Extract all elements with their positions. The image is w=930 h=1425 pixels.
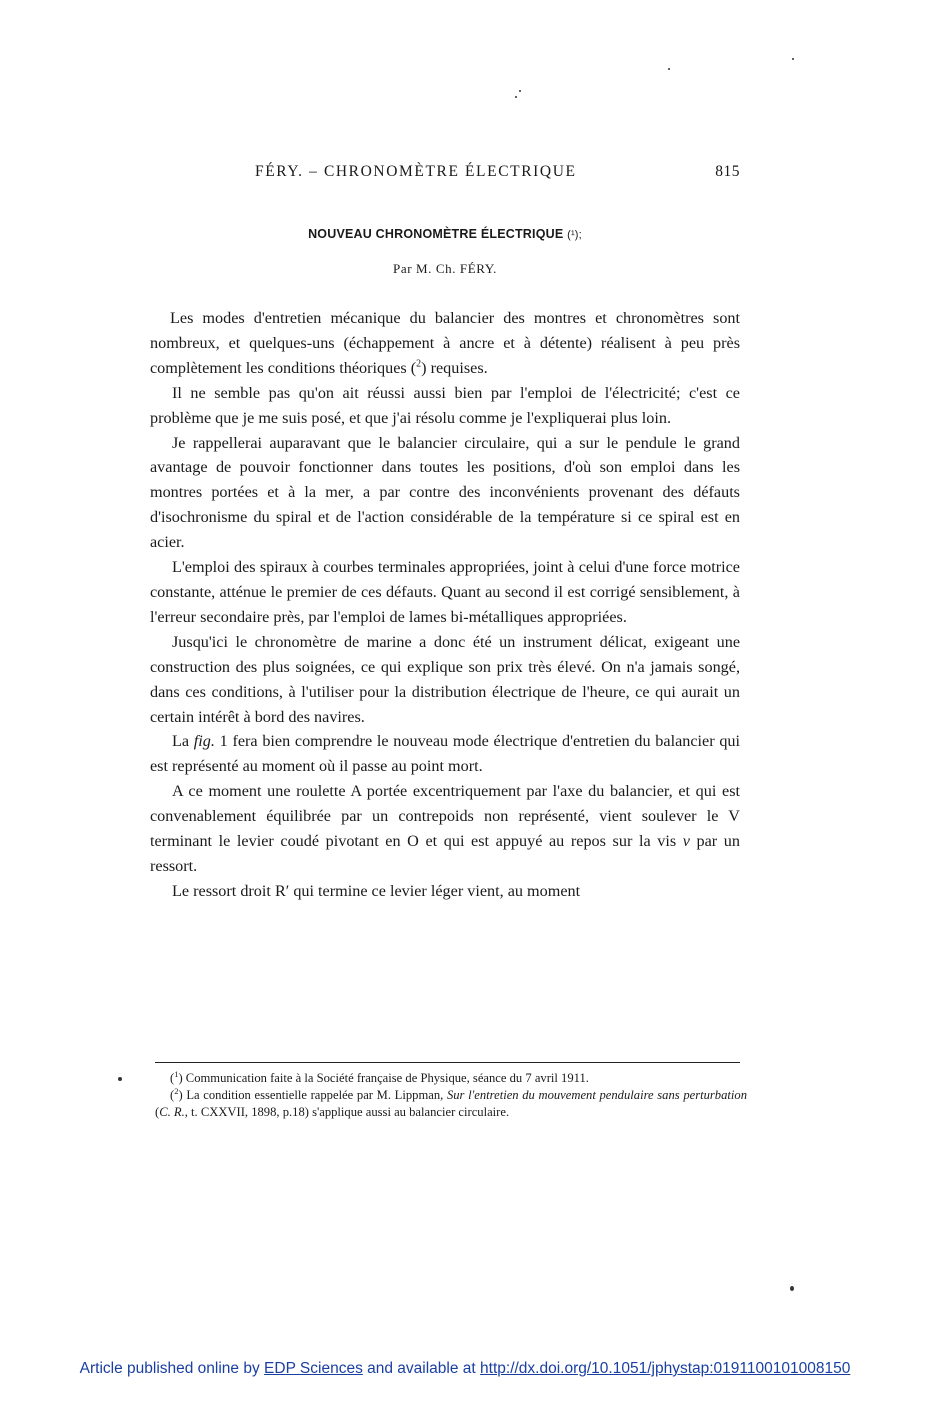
doi-link[interactable]: http://dx.doi.org/10.1051/jphystap:0191100101008150	[480, 1360, 851, 1377]
print-speck	[118, 1077, 122, 1081]
footnote-divider	[155, 1062, 740, 1063]
page-number: 815	[715, 163, 740, 180]
paragraph-1-end: ) requises.	[421, 358, 488, 377]
paragraph-7	[150, 779, 740, 879]
footnote-2-end: , t. CXXVII, 1898, p.18) s'applique aussi au balancier circulaire.	[184, 1104, 510, 1119]
paragraph-6-start: La	[172, 732, 194, 751]
print-speck	[515, 96, 517, 98]
paragraph-6-text: 1 fera bien comprendre le nouveau mode électrique d'entretien du balancier qui est représenté au moment où il passe au point mort.	[150, 732, 741, 776]
running-title: FÉRY. – CHRONOMÈTRE ÉLECTRIQUE	[255, 163, 577, 180]
byline: Par M. Ch. FÉRY.	[393, 261, 497, 276]
footnote-2-text: La condition essentielle rappelée par M. Lippman,	[182, 1087, 447, 1102]
credit-middle: and available at	[362, 1360, 481, 1377]
footnote-2-marker: 2	[174, 1085, 179, 1096]
footnote-ref-2: 2	[416, 358, 422, 370]
article-body	[150, 306, 740, 904]
paragraph-2: Il ne semble pas qu'on ait réussi aussi bien par l'emploi de l'électricité; c'est ce problème que je me suis posé, et que j'ai résolu comme je l'expliquerai plus loin.	[150, 383, 740, 427]
footnote-1-text: Communication faite à la Société française de Physique, séance du 7 avril 1911.	[182, 1071, 589, 1085]
footnote-2-paren: (	[155, 1104, 160, 1119]
credit-prefix: Article published online by	[79, 1360, 265, 1377]
journal-abbrev: C. R.	[159, 1104, 185, 1119]
running-head	[150, 163, 740, 185]
paragraph-1-text: Les modes d'entretien mécanique du balancier des montres et chronomètres sont nombreux, et quelques-uns (échappement à ancre et à détente) réalisent à peu près complètement les conditions théoriques (	[150, 309, 740, 377]
article-title	[150, 227, 740, 241]
print-speck	[668, 68, 670, 70]
figure-reference: fig.	[193, 732, 215, 751]
paragraph-6	[150, 729, 740, 779]
screw-symbol: v	[682, 832, 690, 851]
paragraph-4: L'emploi des spiraux à courbes terminales appropriées, joint à celui d'une force motrice constante, atténue le premier de ces défauts. Quant au second il est corrigé sensiblement, à l'erreur secondaire près, par l'emploi de lames bi-métalliques appropriées.	[150, 558, 740, 626]
publication-credit	[0, 1360, 930, 1378]
paragraph-1	[150, 306, 740, 381]
paragraph-7-text: A ce moment une roulette A portée excentriquement par l'axe du balancier, et qui est convenablement équilibrée par un contrepoids non représenté, vient soulever le V terminant le levier coudé pivotant en O et qui est appuyé au repos sur la vis	[150, 782, 740, 851]
footnote-2: ($^2$) La condition essentielle rappelée par M. Lippman, Sur l'entretien du mouvement pendulaire sans perturbation (C. R., t. CXXVII, 1898, p.18) s'applique aussi au balancier circulaire.	[155, 1085, 747, 1119]
print-speck	[519, 90, 521, 92]
article-title-text: NOUVEAU CHRONOMÈTRE ÉLECTRIQUE	[308, 227, 564, 241]
cited-work-title: Sur l'entretien du mouvement pendulaire sans perturbation	[446, 1087, 747, 1102]
paragraph-8: Le ressort droit R′ qui termine ce levier léger vient, au moment	[172, 881, 581, 900]
paragraph-7-end: par un ressort.	[150, 832, 740, 875]
paragraph-5: Jusqu'ici le chronomètre de marine a donc été un instrument délicat, exigeant une construction des plus soignées, ce qui explique son prix très élevé. On n'a jamais songé, dans ces conditions, à l'utiliser pour la distribution électrique de l'heure, ce qui aurait un certain intérêt à bord des navires.	[150, 632, 740, 726]
print-speck	[792, 58, 794, 60]
print-speck	[790, 1286, 794, 1291]
paragraph-3: Je rappellerai auparavant que le balancier circulaire, qui a sur le pendule le grand avantage de pouvoir fonctionner dans toutes les positions, d'où son emploi dans les montres portées et à la mer, a par contre des inconvénients provenant des défauts d'isochronisme du spiral et de l'action considérable de la température si ce spiral est en acier.	[150, 433, 740, 552]
footnote-1-marker: 1	[174, 1068, 179, 1079]
title-footnote-ref: (¹);	[567, 229, 582, 241]
footnote-1: ($^1$) Communication faite à la Société française de Physique, séance du 7 avril 1911.	[170, 1068, 589, 1085]
publisher-link[interactable]: EDP Sciences	[264, 1360, 363, 1377]
footnotes	[155, 1070, 747, 1120]
